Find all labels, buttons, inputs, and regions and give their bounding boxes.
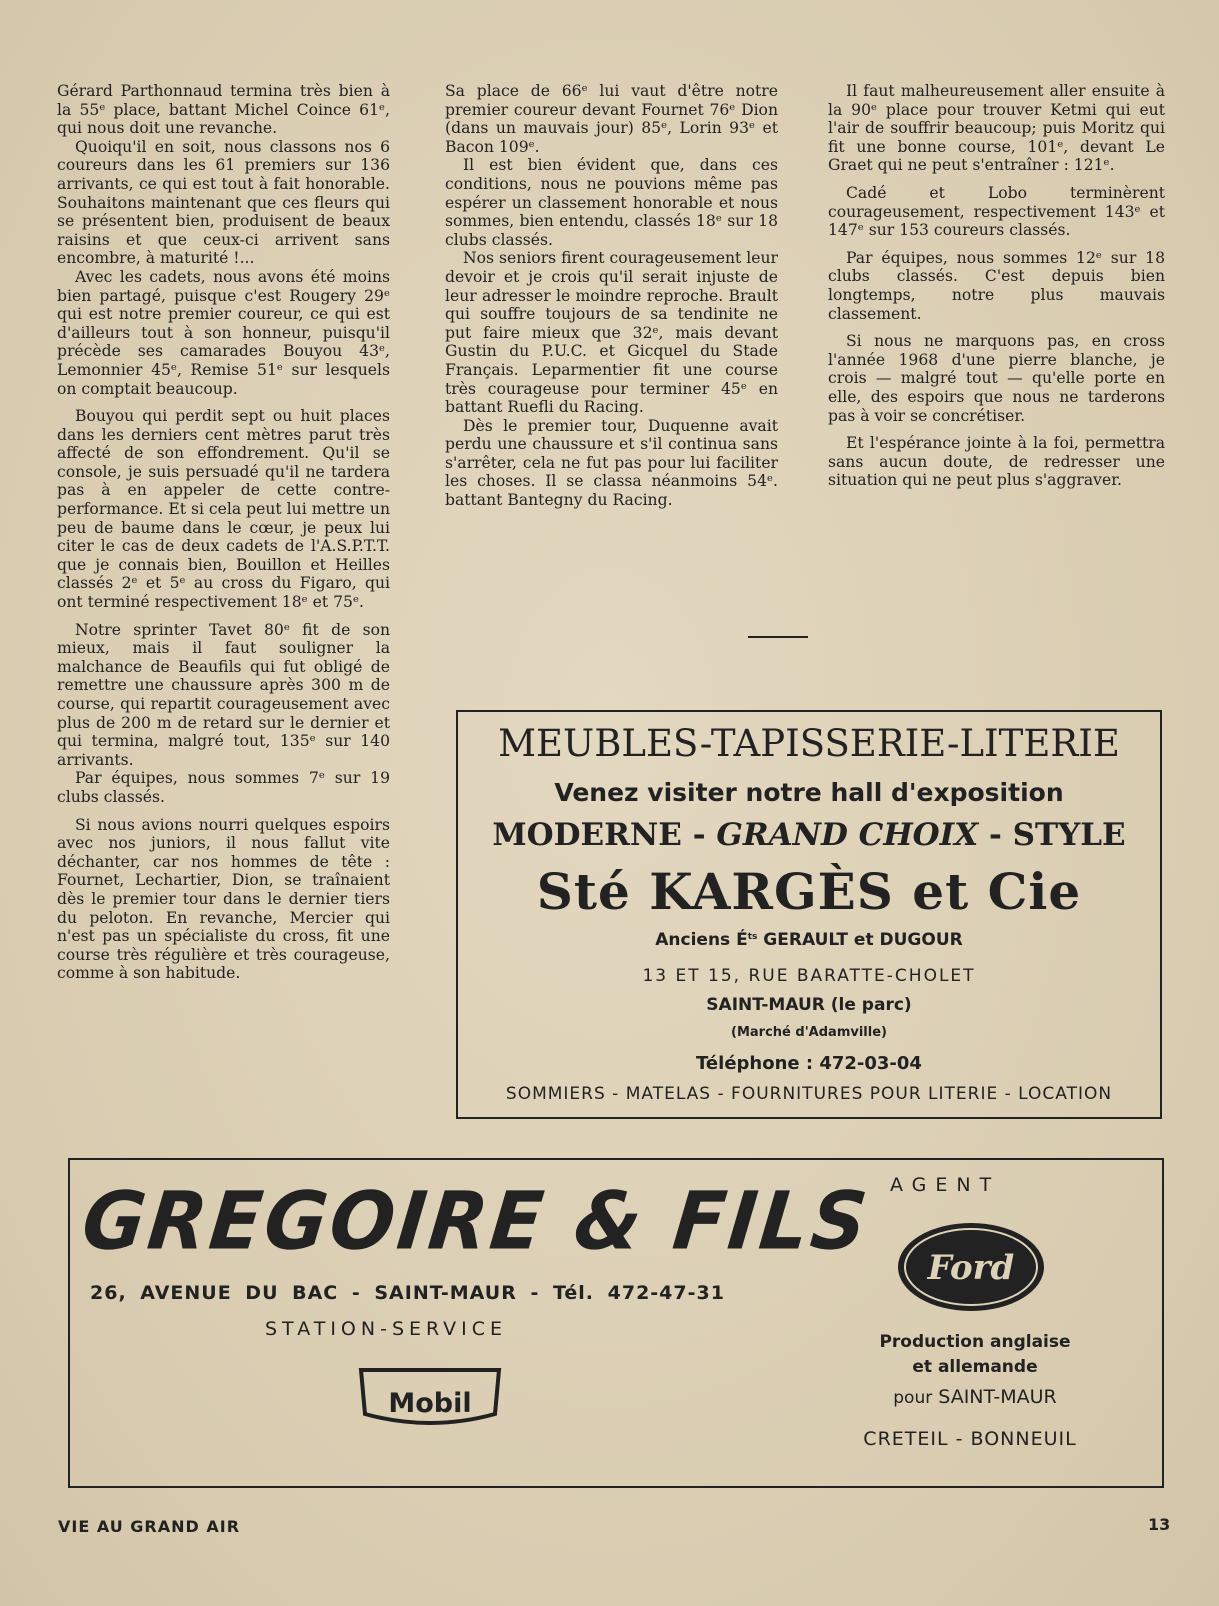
ad-visit-line: Venez visiter notre hall d'exposition [554, 778, 1064, 807]
paragraph: Quoiqu'il en soit, nous classons nos 6 coureurs dans les 61 premiers sur 136 arrivants, ce qui est tout à fait honorable. Souhaitons maintenant que ces fleurs qui se présentent bien, produisent de beaux raisins et que ceux-ci arrivent sans encombre, à maturité !... [57, 137, 390, 268]
paragraph: Si nous ne marquons pas, en cross l'année 1968 d'une pierre blanche, je crois — malgré tout — qu'elle porte en elle, des espoirs que nous ne tarderons pas à voir se concrétiser. [828, 332, 1165, 425]
article-column-1 [57, 82, 390, 983]
paragraph: Avec les cadets, nous avons été moins bien partagé, puisque c'est Rougery 29ᵉ qui est notre premier coureur, ce qui est d'ailleurs tout à son honneur, puisqu'il précède ses camarades Bouyou 43ᵉ, Lemonnier 45ᵉ, Remise 51ᵉ sur lesquels on comptait beaucoup. [57, 267, 390, 398]
station-service-label: STATION-SERVICE [265, 1318, 508, 1340]
garage-address: 26, AVENUE DU BAC - SAINT-MAUR - Tél. 472-47-31 [90, 1282, 725, 1304]
service-area: pour SAINT-MAUR [893, 1386, 1057, 1408]
paragraph: Par équipes, nous sommes 7ᵉ sur 19 clubs classés. [57, 769, 390, 806]
moderne-text: MODERNE [492, 817, 682, 853]
company-name: Sté KARGÈS et Cie [536, 862, 1082, 921]
ford-wordmark: Ford [927, 1248, 1015, 1288]
market-note: (Marché d'Adamville) [731, 1025, 887, 1040]
paragraph: Nos seniors firent courageusement leur devoir et je crois qu'il serait injuste de leur adresser le moindre reproche. Brault qui souffre toujours de sa tendinite ne put faire mieux que 32ᵉ, mais devant Gustin du P.U.C. et Gicquel du Stade Français. Leparmentier fit une course très courageuse pour terminer 45ᵉ en battant Ruefli du Racing. [445, 249, 778, 417]
phone-number: Téléphone : 472-03-04 [696, 1053, 922, 1074]
agent-label: AGENT [890, 1174, 1001, 1196]
paragraph: Sa place de 66ᵉ lui vaut d'être notre premier coureur devant Fournet 76ᵉ Dion (dans un mauvais jour) 85ᵉ, Lorin 93ᵉ et Bacon 109ᵉ. [445, 82, 778, 156]
paragraph: Dès le premier tour, Duquenne avait perdu une chaussure et s'il continua sans s'arrêter, cela ne fut pas pour lui faciliter les choses. Il se classa néanmoins 54ᵉ. battant Bantegny du Racing. [445, 416, 778, 510]
page-number: 13 [1148, 1515, 1171, 1534]
product-list: SOMMIERS - MATELAS - FOURNITURES POUR LITERIE - LOCATION [505, 1084, 1113, 1104]
ad-style-line [458, 817, 1160, 853]
paragraph: Si nous avions nourri quelques espoirs avec nos juniors, il nous fallut vite déchanter, car nos hommes de tête : Fournet, Lechartier, Dion, se traînaient dès le premier tour dans le dernier tiers du peloton. En revanche, Mercier qui n'est pas un spécialiste du cross, fit une course très régulière et très courageuse, comme à son habitude. [57, 815, 390, 983]
paragraph: Et l'espérance jointe à la foi, permettra sans aucun doute, de redresser une situation qui ne peut plus s'aggraver. [828, 434, 1165, 490]
paragraph: Notre sprinter Tavet 80ᵉ fit de son mieux, mais il faut souligner la malchance de Beaufils qui fut obligé de remettre une chaussure après 300 m de course, qui repartit courageusement avec plus de 200 m de retard sur le dernier et qui termina, malgré tout, 135ᵉ sur 140 arrivants. [57, 620, 390, 769]
advertisement-gregoire [68, 1158, 1164, 1488]
publication-name: VIE AU GRAND AIR [58, 1517, 241, 1536]
separator: - [988, 817, 1002, 853]
mobil-logo [355, 1366, 505, 1438]
paragraph: Cadé et Lobo terminèrent courageusement, respectivement 143ᵉ et 147ᵉ sur 153 coureurs classés. [828, 183, 1165, 240]
service-towns: CRETEIL - BONNEUIL [863, 1428, 1077, 1450]
garage-name: GREGOIRE & FILS [78, 1174, 875, 1268]
city: SAINT-MAUR (le parc) [706, 995, 912, 1015]
production-note: Production anglaise et allemande [879, 1332, 1071, 1377]
ford-logo [895, 1220, 1047, 1314]
grand-choix-text: GRAND CHOIX [716, 817, 979, 853]
paragraph: Par équipes, nous sommes 12ᵉ sur 18 clubs classés. C'est depuis bien longtemps, notre plus mauvais classement. [828, 248, 1165, 323]
advertisement-meubles [456, 710, 1162, 1119]
ad-headline: MEUBLES-TAPISSERIE-LITERIE [498, 722, 1120, 765]
article-column-3 [828, 82, 1165, 490]
paragraph: Gérard Parthonnaud termina très bien à la 55ᵉ place, battant Michel Coince 61ᵉ, qui nous doit une revanche. [57, 82, 390, 138]
article-column-2 [445, 82, 778, 510]
paragraph: Bouyou qui perdit sept ou huit places dans les derniers cent mètres parut très affecté de son effondrement. Qu'il se console, je suis persuadé qu'il ne tardera pas à en appeler de cette contre-performance. Et si cela peut lui mettre un peu de baume dans le cœur, je peux lui citer le cas de deux cadets de l'A.S.P.T.T. que je connais bien, Bouillon et Heilles classés 2ᵉ et 5ᵉ au cross du Figaro, qui ont terminé respectivement 18ᵉ et 75ᵉ. [57, 407, 390, 612]
former-owners: Anciens $É^{ts}$ GERAULT et DUGOUR [655, 930, 963, 950]
paragraph: Il est bien évident que, dans ces conditions, nous ne pouvions même pas espérer un classement honorable et nous sommes, bien entendu, classés 18ᵉ sur 18 clubs classés. [445, 156, 778, 249]
street-address: 13 ET 15, RUE BARATTE-CHOLET [642, 966, 976, 986]
section-divider [748, 636, 808, 638]
separator: - [692, 817, 706, 853]
paragraph: Il faut malheureusement aller ensuite à la 90ᵉ place pour trouver Ketmi qui eut l'air de souffrir beaucoup; puis Moritz qui fit une bonne course, 101ᵉ, devant Le Graet qui ne peut s'entraîner : 121ᵉ. [828, 82, 1165, 175]
style-text: STYLE [1012, 817, 1126, 853]
mobil-wordmark: Mobil [388, 1388, 472, 1419]
